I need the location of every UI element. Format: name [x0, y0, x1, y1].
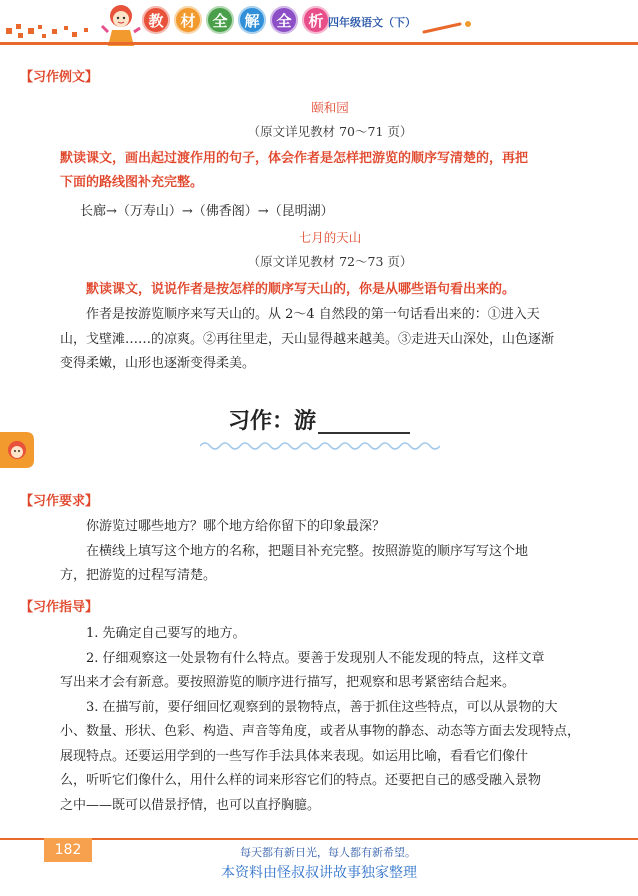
- wave-divider: [200, 440, 440, 452]
- essay-title-summer-palace: 颐和园: [311, 100, 349, 115]
- fill-in-blank-line: [318, 432, 410, 434]
- requirements-paragraph: [60, 515, 600, 589]
- essay-title-tianshan: 七月的天山: [298, 230, 362, 245]
- guidance-line: 3. 在描写前，要仔细回忆观察到的景物特点，善于抓住这些特点，可以从景物的大: [86, 699, 558, 715]
- footer-bar: [0, 838, 638, 840]
- reading-task: [60, 147, 600, 195]
- book-title: [142, 6, 330, 34]
- route-map: 长廊→（万寿山）→（佛香阁）→（昆明湖）: [80, 204, 334, 219]
- pencil-decoration-icon: [420, 18, 480, 38]
- guidance-paragraph: [60, 622, 600, 818]
- guidance-line: 么，听听它们像什么，用什么样的词来形容它们的特点。还要把自己的感受融入景物: [60, 773, 542, 788]
- section-label-examples: 【习作例文】: [20, 70, 99, 85]
- guidance-line: 展现特点。还要运用学到的一些写作手法具体来表现。如运用比喻，看看它们像什: [60, 748, 529, 764]
- answer-line: 作者是按游览顺序来写天山的。从 2～4 自然段的第一句话看出来的：①进入天: [86, 307, 540, 322]
- footer-motto: 每天都有新日光，每人都有新希望。: [240, 846, 416, 859]
- guidance-line: 之中——既可以借景抒情，也可以直抒胸臆。: [60, 797, 321, 813]
- guidance-line: 1. 先确定自己要写的地方。: [86, 626, 246, 641]
- page-header: [0, 0, 638, 62]
- title-char: 解: [238, 6, 266, 34]
- title-char: 全: [270, 6, 298, 34]
- task-line: 下面的路线图补充完整。: [60, 175, 204, 190]
- title-char: 教: [142, 6, 170, 34]
- answer-line: 变得柔嫩，山形也逐渐变得柔美。: [60, 356, 256, 371]
- section-label-requirements: 【习作要求】: [20, 494, 99, 509]
- requirement-line: 你游览过哪些地方？哪个地方给你留下的印象最深？: [86, 519, 386, 534]
- composition-heading: 习作：游: [228, 409, 317, 434]
- guidance-line: 2. 仔细观察这一处景物有什么特点。要善于发现别人不能发现的特点，这样文章: [86, 650, 545, 666]
- side-tab-mascot-icon: [0, 432, 34, 468]
- footer-credit: 本资料由怪叔叔讲故事独家整理: [221, 865, 417, 881]
- essay-note: （原文详见教材 70～71 页）: [247, 124, 413, 139]
- requirement-line: 在横线上填写这个地方的名称，把题目补充完整。按照游览的顺序写写这个地: [86, 543, 529, 559]
- requirement-line: 方，把游览的过程写清楚。: [60, 568, 217, 583]
- task-line: 默读课文，画出起过渡作用的句子，体会作者是怎样把游览的顺序写清楚的，再把: [60, 151, 529, 166]
- guidance-line: 写出来才会有新意。要按照游览的顺序进行描写，把观察和思考紧密结合起来。: [60, 675, 516, 690]
- answer-line: 山，戈壁滩……的凉爽。②再往里走，天山显得越来越美。③走进天山深处，山色逐渐: [60, 331, 555, 347]
- title-char: 材: [174, 6, 202, 34]
- reading-task: 默读课文，说说作者是按怎样的顺序写天山的，你是从哪些语句看出来的。: [86, 282, 516, 297]
- essay-note: （原文详见教材 72～73 页）: [247, 254, 413, 269]
- section-label-guidance: 【习作指导】: [20, 600, 99, 615]
- title-char: 析: [302, 6, 330, 34]
- header-stripe: [0, 42, 638, 45]
- answer-paragraph: [60, 303, 600, 377]
- title-char: 全: [206, 6, 234, 34]
- guidance-line: 小、数量、形状、色彩、构造、声音等角度，或者从事物的静态、动态等方面去发现特点，: [60, 724, 581, 739]
- page-number: 182: [44, 838, 92, 862]
- grade-label: 四年级语文（下）: [328, 16, 416, 29]
